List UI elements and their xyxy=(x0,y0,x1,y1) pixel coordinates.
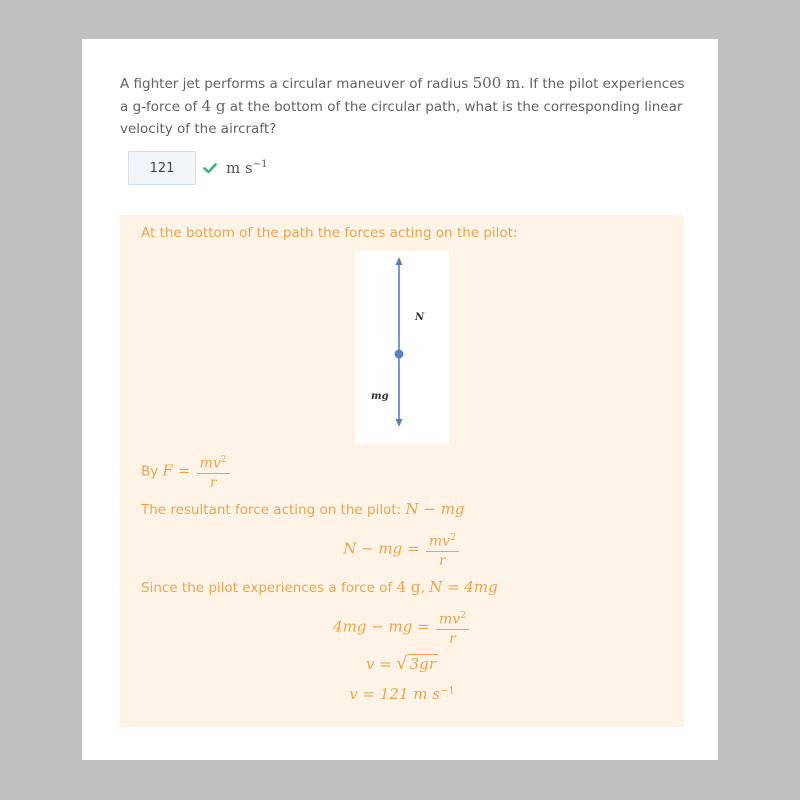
gforce-value: 4 g xyxy=(201,97,226,115)
answer-unit: m $s^{-1}$ xyxy=(226,159,268,177)
solution-panel xyxy=(120,215,684,727)
answer-input[interactable] xyxy=(128,151,196,185)
equation-1: N − mg = $\frac{mv^2}{r}$ xyxy=(120,529,684,570)
equation-4: v = 121 m $s^{-1}$ xyxy=(349,685,455,703)
question-part: If the pilot experiences a g-force of xyxy=(120,76,685,115)
solution-intro: At the bottom of the path the forces acting on the pilot: xyxy=(141,225,518,241)
resultant-line: The resultant force acting on the pilot: N − mg xyxy=(141,500,465,518)
question-part: at the bottom of the circular path, what is the corresponding linear velocity of the aircraft? xyxy=(120,99,683,137)
weight-label: mg xyxy=(371,391,389,402)
question-part: A fighter jet performs a circular maneuver of radius xyxy=(120,76,473,92)
newton-law-line: By F = $\frac{mv^2}{r}$ xyxy=(141,451,232,492)
radius-value: 500 m. xyxy=(472,74,525,92)
equation-3: v = √ 3gr xyxy=(366,653,436,674)
equation-2: 4mg − mg = $\frac{mv^2}{r}$ xyxy=(120,607,684,648)
check-icon xyxy=(202,160,218,176)
answer-row xyxy=(128,150,267,186)
force-diagram xyxy=(355,251,449,444)
normal-force-label: N xyxy=(415,312,425,323)
since-line: Since the pilot experiences a force of 4 g, N = 4mg xyxy=(141,578,498,596)
question-card xyxy=(82,39,718,760)
question-text xyxy=(120,72,690,140)
